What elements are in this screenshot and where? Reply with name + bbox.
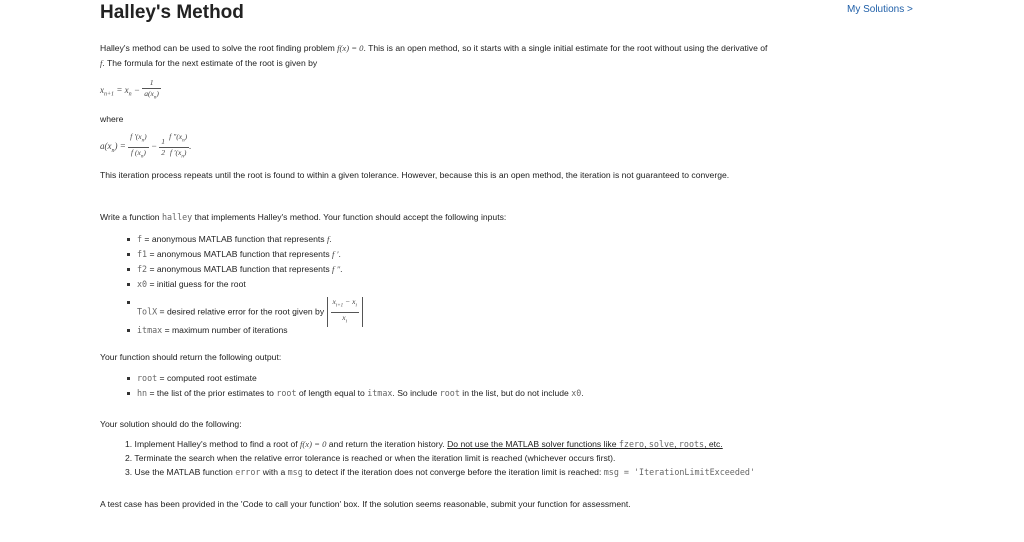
- formula1-den: a(x: [144, 89, 154, 98]
- step1-link-tail[interactable]: , etc.: [704, 439, 723, 449]
- input-text: = anonymous MATLAB function that represents: [147, 249, 333, 259]
- tol-den-sub: i: [345, 319, 348, 325]
- formula1-den-sub: n: [153, 95, 157, 101]
- step1-text-a: 1. Implement Halley's method to find a root of: [125, 439, 301, 449]
- intro-text-2b: . The formula for the next estimate of the root is given by: [102, 58, 318, 68]
- formula1-eq: =: [114, 84, 125, 95]
- input-text: = initial guess for the root: [147, 279, 246, 289]
- a-function-formula: [100, 132, 191, 162]
- outputs-lead: Your function should return the following output:: [100, 352, 282, 362]
- formula1-rhs-x: x: [124, 84, 129, 95]
- step1-equation: f(x) = 0: [300, 439, 327, 449]
- list-item: [127, 279, 363, 297]
- formula1-rhs-sub: n: [128, 91, 132, 98]
- page-title: Halley's Method: [100, 2, 244, 23]
- step3-code-error: error: [235, 467, 261, 477]
- formula2-f1-num-close: ): [144, 132, 147, 141]
- step1-link-fzero[interactable]: fzero: [618, 439, 645, 449]
- list-item: [127, 325, 363, 340]
- step1-link-sep1[interactable]: ,: [644, 439, 649, 449]
- formula2-lhs-close: ) =: [114, 141, 129, 152]
- output-code5: x0: [571, 388, 582, 398]
- output-text-b: of length equal to: [296, 388, 368, 398]
- intro-text-1b: . This is an open method, so it starts with a single initial estimate for the root without using the derivative of: [363, 43, 768, 53]
- formula2-f2-den-close: ): [183, 147, 187, 157]
- step3-code-msg: msg: [287, 467, 303, 477]
- output-text: = computed root estimate: [157, 373, 257, 383]
- formula2-half: [159, 137, 167, 158]
- formula1-den-close: ): [156, 89, 159, 98]
- step1-link-solve[interactable]: solve: [648, 439, 675, 449]
- formula2-lhs-sub: n: [111, 147, 115, 154]
- output-code3: itmax: [367, 388, 393, 398]
- formula2-lhs: a(x: [100, 141, 112, 152]
- step1-link-roots[interactable]: roots: [678, 439, 705, 449]
- formula1-num: 1: [142, 78, 161, 89]
- formula2-f1-den: f (x: [130, 147, 141, 157]
- step2-text: 2. Terminate the search when the relative error tolerance is reached or when the iteration limit is reached (whichever occurs first).: [125, 453, 616, 463]
- formula2-fraction-2: [167, 132, 192, 162]
- intro-f-symbol: f: [100, 58, 103, 68]
- output-code4: root: [439, 388, 460, 398]
- input-math: f ′: [332, 249, 339, 259]
- output-text-c: . So include: [392, 388, 440, 398]
- formula2-f2-num-sub: n: [182, 138, 185, 144]
- solver-functions-link[interactable]: [447, 439, 723, 449]
- output-code: root: [137, 373, 158, 383]
- formula2-half-den: 2: [161, 147, 166, 157]
- output-text-d: in the list, but do not include: [459, 388, 572, 398]
- output-text-e: .: [581, 388, 584, 398]
- formula2-f2-num: f ″(x: [169, 132, 183, 141]
- halley-update-formula: [100, 78, 161, 104]
- intro-equation: f(x) = 0: [337, 43, 364, 53]
- input-math: f: [327, 234, 330, 244]
- step3-code-msg-value: msg = 'IterationLimitExceeded': [603, 467, 756, 477]
- input-text: = maximum number of iterations: [162, 325, 288, 335]
- step1-link-text[interactable]: Do not use the MATLAB solver functions like: [447, 439, 619, 449]
- input-tail: .: [340, 264, 343, 274]
- input-tail: .: [338, 249, 341, 259]
- step3-text-c: to detect if the iteration does not converge before the iteration limit is reached:: [302, 467, 604, 477]
- tol-num-sub: i+1: [335, 303, 344, 309]
- list-item: [127, 297, 363, 325]
- inputs-lead: [100, 212, 506, 222]
- input-code: itmax: [137, 325, 163, 335]
- formula2-period: .: [189, 141, 192, 152]
- input-code: f1: [137, 249, 148, 259]
- formula2-f2-num-close: ): [184, 132, 188, 141]
- input-text: = anonymous MATLAB function that represents: [147, 264, 333, 274]
- formula1-minus: −: [131, 84, 143, 95]
- formula2-f1-den-close: ): [143, 147, 146, 157]
- tol-minus: − x: [343, 297, 356, 306]
- formula2-f1-num: f ′(x: [130, 132, 142, 141]
- tol-num-sub2: i: [355, 303, 357, 309]
- input-code: TolX: [137, 306, 158, 317]
- input-text: = desired relative error for the root given by: [157, 306, 327, 317]
- inputs-list: [127, 234, 363, 340]
- inputs-lead-a: Write a function: [100, 212, 162, 222]
- tol-den-x: x: [342, 312, 346, 322]
- inputs-lead-code: halley: [161, 212, 193, 222]
- list-item: [127, 388, 584, 403]
- intro-text-1a: Halley's method can be used to solve the root finding problem: [100, 43, 338, 53]
- step3-text-b: with a: [260, 467, 288, 477]
- input-code: f: [137, 234, 143, 244]
- input-text: = anonymous MATLAB function that represents: [142, 234, 327, 244]
- input-math: f ″: [332, 264, 341, 274]
- list-item: [125, 439, 755, 453]
- list-item: [125, 467, 755, 481]
- output-text-a: = the list of the prior estimates to: [147, 388, 277, 398]
- output-code2: root: [276, 388, 297, 398]
- list-item: [127, 234, 363, 249]
- input-tail: .: [329, 234, 332, 244]
- intro-line-1: [100, 43, 767, 53]
- solution-steps: [125, 439, 755, 481]
- iteration-description: This iteration process repeats until the root is found to within a given tolerance. However, because this is an open method, the iteration is not guaranteed to converge.: [100, 170, 730, 180]
- formula2-half-num: 1: [161, 136, 166, 146]
- output-code: hn: [137, 388, 148, 398]
- formula2-f1-num-sub: n: [141, 138, 145, 144]
- formula2-f2-den: f ′(x: [169, 147, 182, 157]
- step1-text-b: and return the iteration history.: [326, 439, 448, 449]
- formula1-fraction: [142, 78, 161, 104]
- formula2-f2-den-sub: n: [181, 154, 184, 160]
- footer-note: A test case has been provided in the 'Code to call your function' box. If the solution seems reasonable, submit your function for assessment.: [100, 499, 631, 509]
- outputs-list: [127, 373, 584, 403]
- formula2-f1-den-sub: n: [140, 154, 144, 160]
- solution-lead: Your solution should do the following:: [100, 419, 242, 429]
- formula1-lhs: x: [100, 84, 104, 95]
- inputs-lead-b: that implements Halley's method. Your function should accept the following inputs:: [192, 212, 507, 222]
- list-item: [127, 264, 363, 279]
- input-code: f2: [137, 264, 148, 274]
- formula2-minus: −: [148, 141, 160, 152]
- list-item: [127, 249, 363, 264]
- tolerance-expression: [327, 297, 363, 327]
- step3-text-a: 3. Use the MATLAB function: [125, 467, 236, 477]
- list-item: [125, 453, 755, 467]
- tol-num-x: x: [332, 297, 336, 306]
- my-solutions-link[interactable]: My Solutions >: [847, 4, 913, 15]
- where-label: where: [100, 114, 124, 124]
- step1-link-sep2[interactable]: ,: [674, 439, 679, 449]
- intro-line-2: [100, 58, 317, 68]
- formula1-lhs-sub: n+1: [104, 91, 115, 98]
- formula2-fraction-1: [128, 132, 149, 162]
- input-code: x0: [137, 279, 148, 289]
- list-item: [127, 373, 584, 388]
